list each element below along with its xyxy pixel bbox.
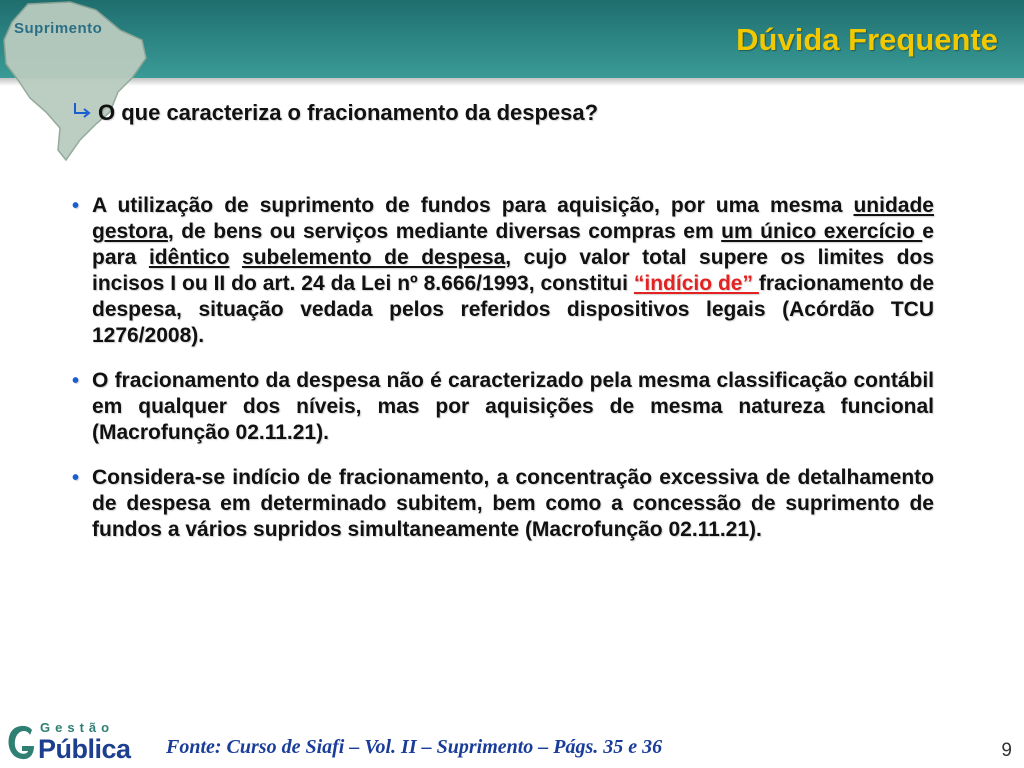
term-identico: idêntico: [148, 246, 230, 269]
term-subelemento: subelemento de despesa: [242, 246, 506, 269]
logo-publica-text: Pública: [38, 734, 131, 764]
question-text: O que caracteriza o fracionamento da despesa?: [98, 100, 599, 125]
bullet-3-text: Considera-se indício de fracionamento, a concentração excessiva de detalhamento de despesa em determinado subitem, bem como a concessão de suprimento de fundos a vários supridos simultaneamente (Macrofunção 02.11.21).: [92, 466, 934, 541]
term-unidade-gestora: unidade gestora: [92, 194, 934, 243]
gestao-g-logo-icon: [6, 722, 36, 762]
gestao-publica-logo: [6, 720, 136, 766]
source-citation: Fonte: Curso de Siafi – Vol. II – Suprimento – Págs. 35 e 36: [166, 736, 663, 758]
bullet-list: [70, 193, 934, 562]
bullet-dot-icon: •: [72, 467, 80, 489]
slide-title: Dúvida Frequente: [736, 22, 998, 57]
question-heading: [72, 100, 772, 126]
bullet-item: [70, 193, 934, 349]
hook-arrow-icon: [72, 100, 92, 126]
bullet-dot-icon: •: [72, 195, 80, 217]
page-number: 9: [1001, 740, 1012, 761]
bullet-1-part-4: [229, 246, 242, 269]
header-shadow: [0, 78, 1024, 86]
term-unico-exercicio: um único exercício: [721, 220, 923, 243]
bullet-item: [70, 368, 934, 446]
brand-label: Suprimento: [14, 20, 103, 37]
bullet-2-text: O fracionamento da despesa não é caracterizado pela mesma classificação contábil em qualquer dos níveis, mas por aquisições de mesma natureza funcional (Macrofunção 02.11.21).: [92, 369, 934, 444]
bullet-1-part-6: fracionamento de despesa, situação vedada pelos referidos dispositivos legais (Acórdão TCU 1276/2008).: [92, 272, 934, 347]
bullet-dot-icon: •: [72, 370, 80, 392]
term-indicio-de: “indício de”: [633, 272, 759, 295]
bullet-1-part-2: , de bens ou serviços mediante diversas compras em: [167, 220, 722, 243]
bullet-1-part-3: e para: [92, 220, 934, 269]
bullet-1-part-5: , cujo valor total supere os limites dos incisos I ou II do art. 24 da Lei nº 8.666/1993, constitui: [92, 246, 934, 295]
bullet-1-part-1: A utilização de suprimento de fundos para aquisição, por uma mesma: [92, 194, 854, 217]
logo-gestao-text: Gestão: [40, 720, 115, 735]
bullet-item: [70, 465, 934, 543]
